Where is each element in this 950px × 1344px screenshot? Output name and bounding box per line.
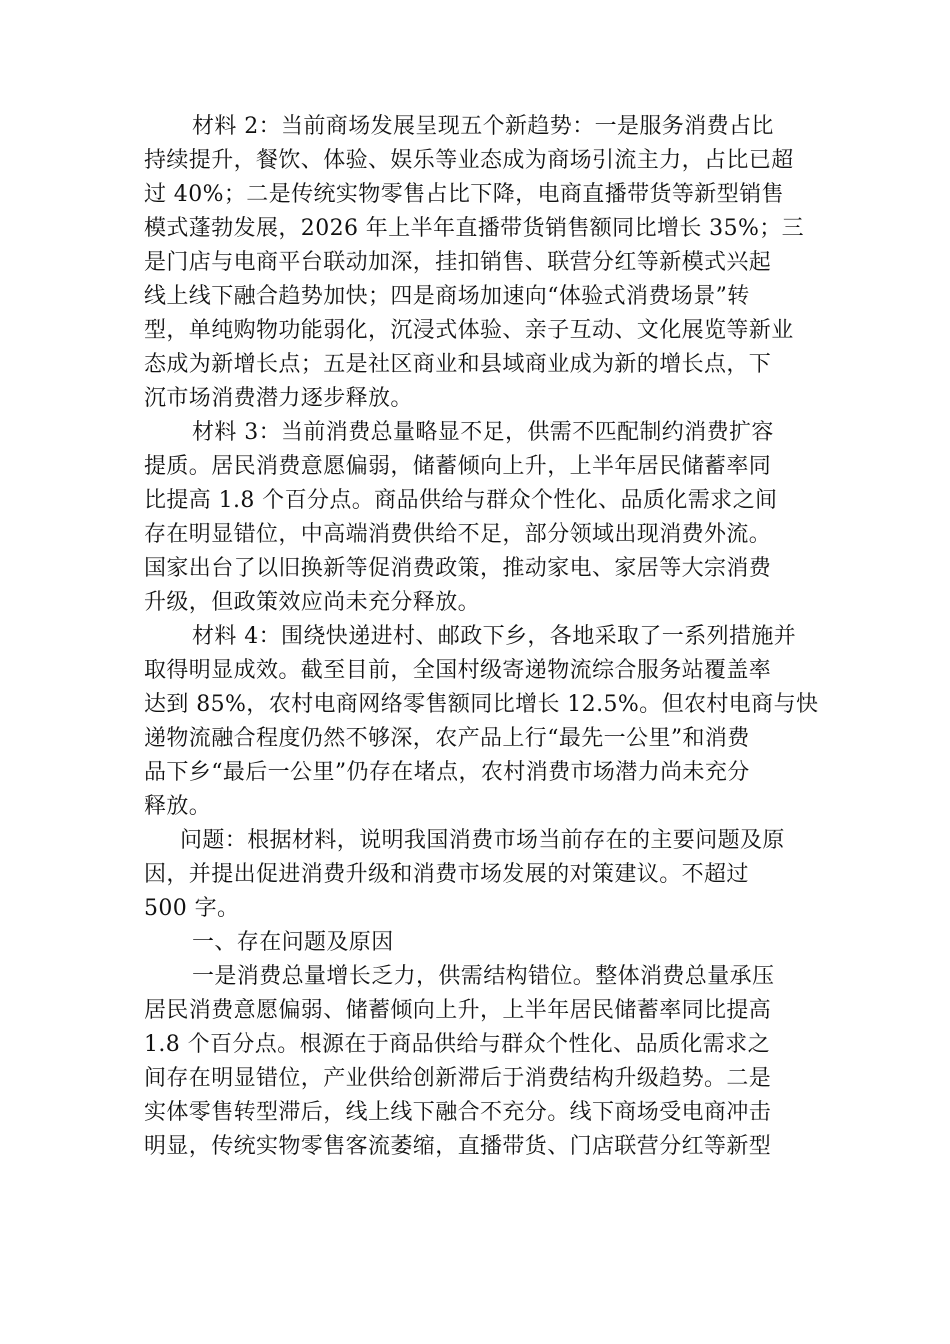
- text-line: 是门店与电商平台联动加深，挂扣销售、联营分红等新模式兴起: [144, 250, 772, 275]
- text-line: 递物流融合程度仍然不够深，农产品上行“最先一公里”和消费: [144, 726, 750, 751]
- text-line: 国家出台了以旧换新等促消费政策，推动家电、家居等大宗消费: [144, 556, 772, 581]
- text-line: 居民消费意愿偏弱、储蓄倾向上升，上半年居民储蓄率同比提高: [144, 998, 772, 1023]
- text-line: 持续提升，餐饮、体验、娱乐等业态成为商场引流主力，占比已超: [144, 148, 794, 173]
- text-line: 因，并提出促进消费升级和消费市场发展的对策建议。不超过: [144, 862, 749, 887]
- text-line: 模式蓬勃发展，2026 年上半年直播带货销售额同比增长 35%；三: [144, 216, 805, 241]
- text-line: 材料 4：围绕快递进村、邮政下乡，各地采取了一系列措施并: [192, 624, 797, 649]
- text-line: 型，单纯购物功能弱化，沉浸式体验、亲子互动、文化展览等新业: [144, 318, 794, 343]
- text-line: 过 40%；二是传统实物零售占比下降，电商直播带货等新型销售: [144, 182, 784, 207]
- text-line: 达到 85%，农村电商网络零售额同比增长 12.5%。但农村电商与快: [144, 692, 819, 717]
- text-line: 比提高 1.8 个百分点。商品供给与群众个性化、品质化需求之间: [144, 488, 778, 513]
- text-line: 明显，传统实物零售客流萎缩，直播带货、门店联营分红等新型: [144, 1134, 772, 1159]
- text-line: 一是消费总量增长乏力，供需结构错位。整体消费总量承压: [192, 964, 775, 989]
- section-heading: 一、存在问题及原因: [192, 930, 394, 955]
- text-line: 间存在明显错位，产业供给创新滞后于消费结构升级趋势。二是: [144, 1066, 772, 1091]
- text-line: 材料 2：当前商场发展呈现五个新趋势：一是服务消费占比: [192, 114, 774, 139]
- text-line: 材料 3：当前消费总量略显不足，供需不匹配制约消费扩容: [192, 420, 774, 445]
- text-line: 500 字。: [144, 896, 240, 921]
- text-line: 存在明显错位，中高端消费供给不足，部分领域出现消费外流。: [144, 522, 772, 547]
- text-line: 问题：根据材料，说明我国消费市场当前存在的主要问题及原: [180, 828, 785, 853]
- text-line: 线上线下融合趋势加快；四是商场加速向“体验式消费场景”转: [144, 284, 750, 309]
- text-line: 升级，但政策效应尚未充分释放。: [144, 590, 481, 615]
- text-line: 沉市场消费潜力逐步释放。: [144, 386, 413, 411]
- text-line: 释放。: [144, 794, 212, 819]
- text-line: 品下乡“最后一公里”仍存在堵点，农村消费市场潜力尚未充分: [144, 760, 750, 785]
- text-line: 实体零售转型滞后，线上线下融合不充分。线下商场受电商冲击: [144, 1100, 772, 1125]
- text-line: 取得明显成效。截至目前，全国村级寄递物流综合服务站覆盖率: [144, 658, 772, 683]
- text-line: 1.8 个百分点。根源在于商品供给与群众个性化、品质化需求之: [144, 1032, 770, 1057]
- text-line: 提质。居民消费意愿偏弱，储蓄倾向上升，上半年居民储蓄率同: [144, 454, 772, 479]
- document-page: [144, 110, 819, 1164]
- text-line: 态成为新增长点；五是社区商业和县域商业成为新的增长点，下: [144, 352, 772, 377]
